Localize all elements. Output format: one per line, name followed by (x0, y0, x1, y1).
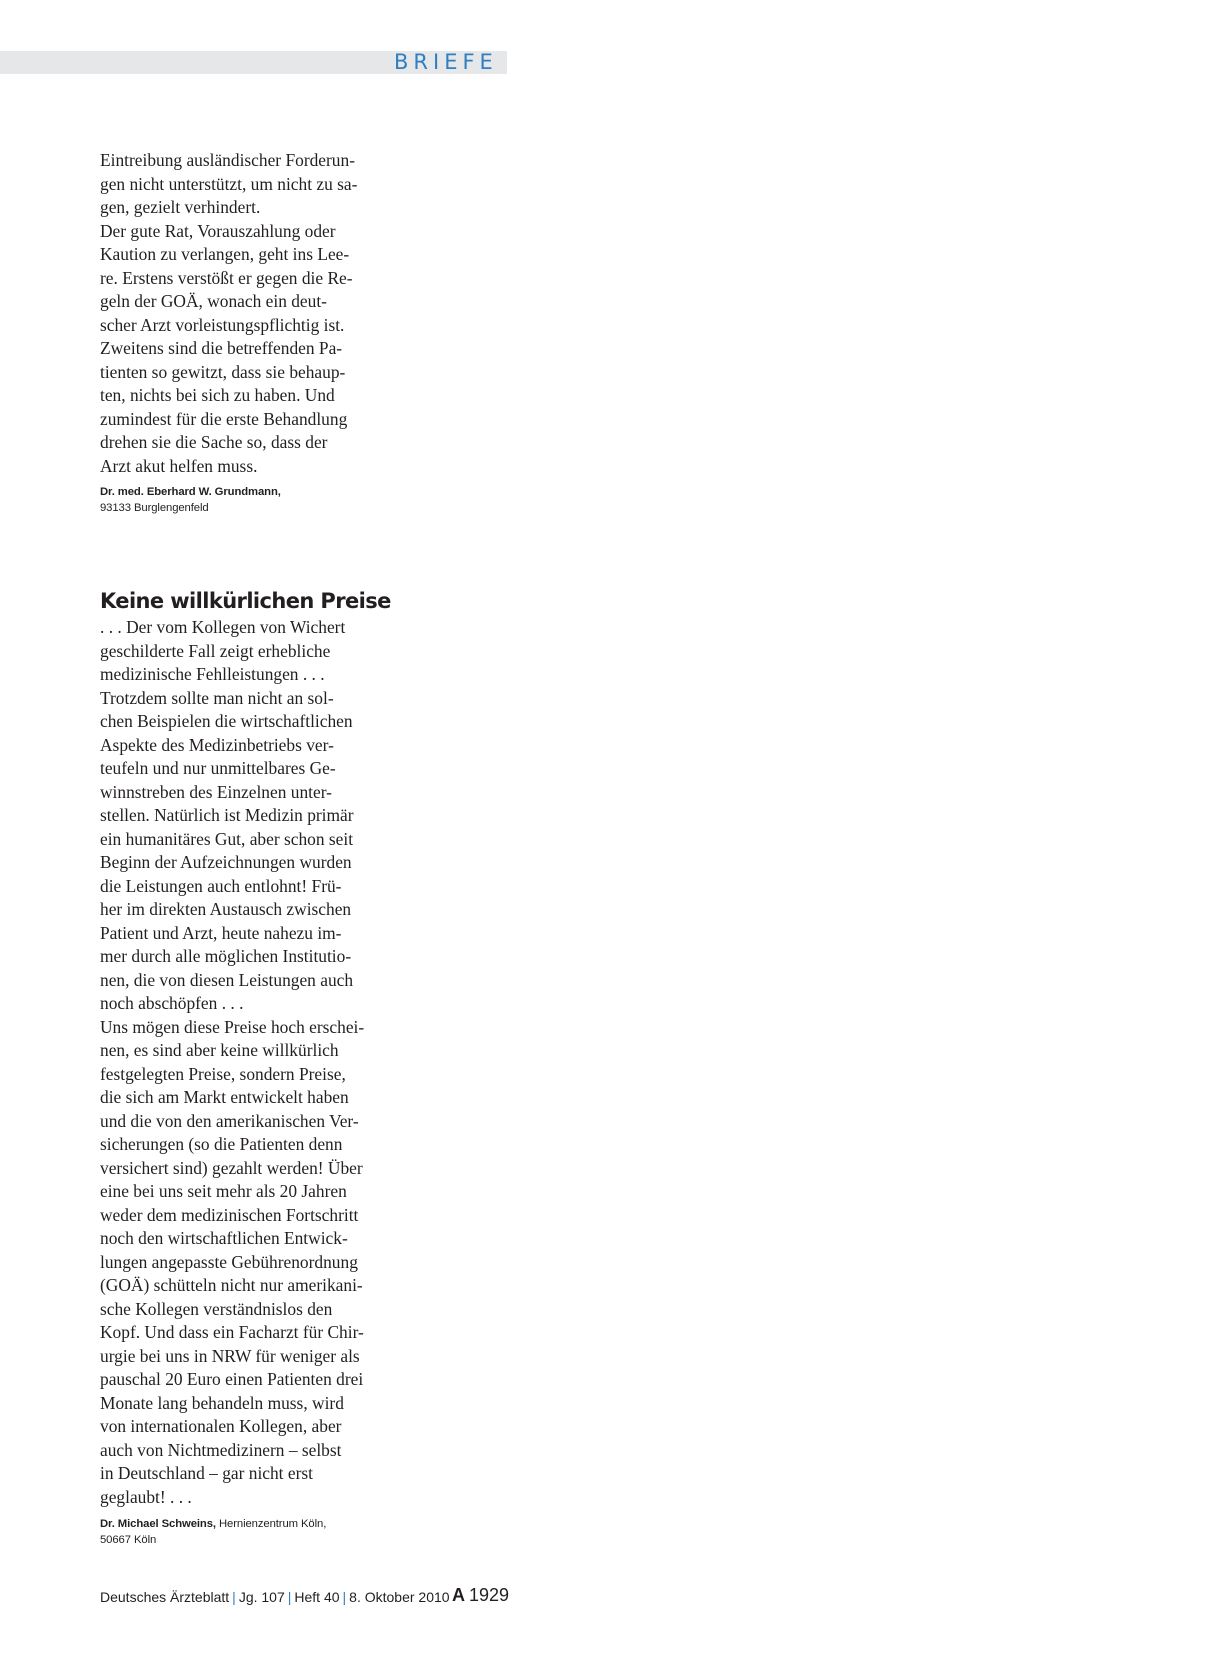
letter2-body-line: versichert sind) gezahlt werden! Über (100, 1157, 363, 1178)
footer-separator: | (287, 1589, 292, 1605)
page-number (452, 1583, 509, 1607)
letter1-body-line: Zweitens sind die betreffenden Pa- (100, 338, 343, 358)
letter1-body-line: zumindest für die erste Behandlung (100, 408, 348, 429)
letter2-body-line: noch den wirtschaftlichen Entwick- (100, 1228, 348, 1248)
letter2-body-line: ein humanitäres Gut, aber schon seit (100, 828, 354, 849)
letter1-author: Dr. med. Eberhard W. Grundmann, (100, 486, 281, 498)
letter2-body-line: urgie bei uns in NRW für weniger als (100, 1345, 360, 1366)
letter1-signature (100, 484, 400, 516)
letter2-body-line: teufeln und nur unmittelbares Ge- (100, 758, 336, 778)
letter1-body-line: gen nicht unterstützt, um nicht zu sa- (100, 173, 358, 194)
letter2-body-line: noch abschöpfen . . . (100, 993, 244, 1013)
footer-journal: Deutsches Ärzteblatt (100, 1589, 230, 1605)
letter2-body-line: nen, es sind aber keine willkürlich (100, 1040, 339, 1060)
letter2-body-line: weder dem medizinischen Fortschritt (100, 1204, 359, 1225)
letter2-signature (100, 1516, 400, 1548)
letter2-body-line: eine bei uns seit mehr als 20 Jahren (100, 1181, 347, 1201)
letter1-body-line: tienten so gewitzt, dass sie behaup- (100, 361, 346, 382)
letter1-body (100, 149, 383, 478)
letter2-body-line: geglaubt! . . . (100, 1486, 192, 1507)
letter2-body-line: pauschal 20 Euro einen Patienten drei (100, 1369, 364, 1389)
letter2-body-line: Monate lang behandeln muss, wird (100, 1392, 344, 1413)
letter2-body-line: Kopf. Und dass ein Facharzt für Chir- (100, 1322, 364, 1342)
letter2-body-line: von internationalen Kollegen, aber (100, 1416, 342, 1436)
letter2-body-line: festgelegten Preise, sondern Preise, (100, 1063, 346, 1084)
letter1-body-line: Arzt akut helfen muss. (100, 455, 258, 476)
letter1-place: 93133 Burglengenfeld (100, 502, 209, 514)
letter2-body-line: Uns mögen diese Preise hoch erschei- (100, 1016, 365, 1037)
letter1-body-line: re. Erstens verstößt er gegen die Re- (100, 267, 353, 288)
section-title: BRIEFE (394, 50, 498, 74)
letter2-body-line: die sich am Markt entwickelt haben (100, 1087, 349, 1107)
letter1-body-line: Kaution zu verlangen, geht ins Lee- (100, 244, 350, 264)
letter2-body-line: in Deutschland – gar nicht erst (100, 1463, 313, 1483)
letter1-body-line: drehen sie die Sache so, dass der (100, 432, 328, 452)
letter2-body-line: Beginn der Aufzeichnungen wurden (100, 852, 352, 872)
footer-volume: Jg. 107 (238, 1589, 285, 1605)
letter2-body-line: die Leistungen auch entlohnt! Frü- (100, 875, 342, 896)
letter2-body-line: und die von den amerikanischen Ver- (100, 1110, 359, 1131)
footer-issue: Heft 40 (294, 1589, 340, 1605)
letter2-body-line: nen, die von diesen Leistungen auch (100, 969, 354, 990)
letter1-body-line: Eintreibung ausländischer Forderun- (100, 150, 355, 170)
letter2-body-line: lungen angepasste Gebührenordnung (100, 1251, 358, 1272)
letter2-body (100, 616, 383, 1509)
page-prefix: A (452, 1585, 465, 1605)
letter2-author: Dr. Michael Schweins, (100, 1518, 216, 1530)
letter2-place: 50667 Köln (100, 1534, 157, 1546)
letter2-body-line: Aspekte des Medizinbetriebs ver- (100, 734, 334, 755)
letter2-body-line: . . . Der vom Kollegen von Wichert (100, 617, 346, 637)
letter1-body-line: gen, gezielt verhindert. (100, 197, 261, 217)
letter2-body-line: Trotzdem sollte man nicht an sol- (100, 687, 334, 708)
letter2-affiliation: Hernienzentrum Köln, (218, 1518, 327, 1530)
letter2-body-line: her im direkten Austausch zwischen (100, 899, 352, 919)
letter1-body-line: Der gute Rat, Vorauszahlung oder (100, 220, 336, 241)
letter2-body-line: chen Beispielen die wirtschaftlichen (100, 711, 353, 731)
letter2-body-line: winnstreben des Einzelnen unter- (100, 781, 332, 802)
page-footer (100, 1587, 510, 1607)
letter2-body-line: (GOÄ) schütteln nicht nur amerikani- (100, 1275, 363, 1295)
letter2-body-line: geschilderte Fall zeigt erhebliche (100, 640, 331, 661)
page-number-value: 1929 (469, 1585, 510, 1605)
letter1-body-line: geln der GOÄ, wonach ein deut- (100, 291, 327, 311)
letter2-headline: Keine willkürlichen Preise (100, 589, 391, 613)
letter2-body-line: sicherungen (so die Patienten denn (100, 1134, 343, 1154)
letter2-body-line: sche Kollegen verständnislos den (100, 1298, 333, 1319)
footer-separator: | (232, 1589, 236, 1605)
footer-separator: | (342, 1589, 347, 1605)
footer-date: 8. Oktober 2010 (349, 1589, 450, 1605)
letter1-body-line: scher Arzt vorleistungspflichtig ist. (100, 314, 345, 335)
letter1-body-line: ten, nichts bei sich zu haben. Und (100, 385, 335, 405)
letter2-body-line: medizinische Fehlleistungen . . . (100, 664, 325, 684)
letter2-body-line: stellen. Natürlich ist Medizin primär (100, 805, 354, 825)
letter2-body-line: Patient und Arzt, heute nahezu im- (100, 922, 342, 943)
letter2-body-line: auch von Nichtmedizinern – selbst (100, 1439, 342, 1460)
letter2-body-line: mer durch alle möglichen Institutio- (100, 946, 352, 966)
